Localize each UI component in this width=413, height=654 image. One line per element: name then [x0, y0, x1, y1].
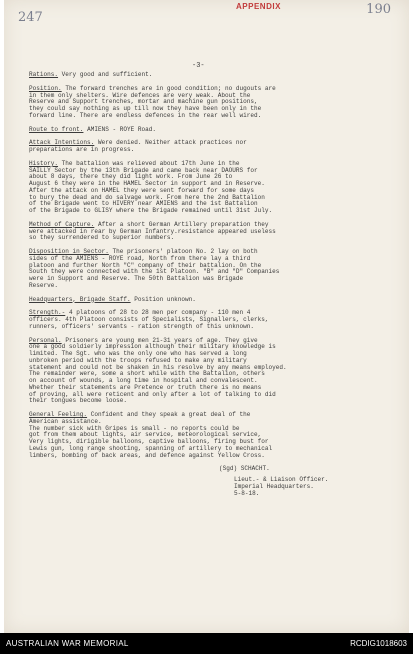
- section-text: After a short German Artillery preparation they: [97, 220, 269, 228]
- section-text: The forward trenches are in good condition; no dugouts are: [65, 84, 276, 92]
- section-text: After the attack on HAMEL they were sent forward for some days: [29, 186, 254, 194]
- section-text: South they were connected with the 1st Platoon. "B" and "D" Companies: [29, 268, 280, 276]
- section-text: of the Brigade to GLISY where the Brigade remained until 31st July.: [29, 207, 273, 214]
- section-text: limited. The Sgt. who was the only one who has served a long: [29, 350, 247, 357]
- section-text: Very lights, dirigible balloons, captive balloons, firing bust for: [29, 438, 269, 445]
- section-line: [29, 297, 399, 304]
- section-line: [29, 276, 399, 283]
- appendix-stamp: APPENDIX: [236, 2, 281, 11]
- report-section: [29, 127, 399, 134]
- section-line: [29, 147, 399, 154]
- signature-line: Imperial Headquarters.: [234, 482, 314, 490]
- section-text: got from them about lights, air service, meteorological service,: [29, 431, 262, 439]
- section-text: runners, officers' servants - ration strength of this unknown.: [29, 322, 254, 330]
- section-text: The remainder were, some a short while with the Battalion, others: [29, 370, 265, 378]
- section-heading: Position.: [29, 84, 62, 92]
- report-section: [29, 412, 399, 459]
- section-text: sides of the AMIENS - ROYE road, North from there lay a third: [29, 254, 251, 262]
- report-section: [29, 249, 399, 290]
- report-section: [29, 140, 399, 154]
- section-text: were attacked in rear by German Infantry.resistance appeared useless: [29, 227, 276, 235]
- section-text: their tongues become loose.: [29, 397, 127, 405]
- section-text: Were denied. Neither attack practices nor: [97, 139, 247, 147]
- section-text: Prisoners are young men 21-31 years of age. They give: [65, 336, 258, 344]
- typed-page-number: -3-: [192, 62, 205, 70]
- section-text: preparations are in progress.: [29, 146, 135, 153]
- section-text: they could say nothing as up till now they have been only in the: [29, 105, 262, 112]
- section-line: [29, 113, 399, 120]
- section-text: Very good and sufficient.: [61, 71, 153, 78]
- section-text: limbers, bombing of back areas, and defence against Yellow Cross.: [29, 451, 265, 459]
- section-line: [29, 235, 399, 242]
- section-text: Reserve and Support trenches, mortar and machine gun positions,: [29, 98, 258, 106]
- section-line: [29, 398, 399, 405]
- section-line: [29, 208, 399, 215]
- report-body: [29, 72, 399, 497]
- section-text: about 8 days, there they did light work. From June 26 to: [29, 173, 233, 181]
- section-text: August 6 they were in the HAMEL Sector in support and in Reserve.: [29, 180, 265, 187]
- section-text: of the Brigade went to HIVERY near AMIENS and the 1st Battalion: [29, 200, 258, 208]
- section-text: American assistance.: [29, 417, 102, 425]
- section-text: Confident and they speak a great deal of the: [90, 411, 251, 418]
- section-text: one a good soldierly impression although their military knowledge is: [29, 343, 276, 351]
- signature-name: (Sgd) SCHACHT.: [219, 465, 270, 473]
- section-text: officers. 4th Platoon consists of Specialists, Signallers, clerks,: [29, 316, 269, 323]
- handwritten-page-number-right: 190: [366, 2, 391, 17]
- section-heading: Rations.: [29, 71, 59, 78]
- section-text: AMIENS - ROYE Road.: [87, 125, 157, 133]
- section-heading: General Feeling.: [29, 411, 88, 418]
- section-text: on account of wounds, a long time in hospital and convalescent.: [29, 377, 258, 384]
- report-section: [29, 222, 399, 242]
- footer-source: AUSTRALIAN WAR MEMORIAL: [6, 639, 129, 648]
- section-heading: Personal.: [29, 336, 62, 344]
- signature-block: [29, 466, 399, 497]
- section-text: in them only shelters. Wire defences are very weak. About the: [29, 91, 251, 99]
- section-line: [29, 453, 399, 460]
- report-section: [29, 310, 399, 330]
- section-text: were in Support and Reserve. The 50th Battalion was Brigade: [29, 275, 244, 282]
- section-text: Reserve.: [29, 281, 59, 289]
- archive-footer: [0, 633, 413, 654]
- section-text: The battalion was relieved about 17th June in the: [61, 159, 240, 167]
- handwritten-page-number-left: 247: [18, 10, 43, 25]
- footer-record-id: RCDIG1018603: [350, 639, 407, 648]
- section-text: 4 platoons of 28 to 28 men per company - 110 men 4: [68, 309, 251, 317]
- section-text: unbroken period with the troops refused to make any military: [29, 356, 247, 364]
- report-section: [29, 161, 399, 215]
- section-text: SAILLY Sector by the 13th Brigade and came back near DAOURS for: [29, 166, 258, 174]
- report-section: [29, 72, 399, 79]
- section-text: statement and could not be shaken in his resolve by any means employed.: [29, 363, 287, 371]
- section-text: forward line. There are endless defences in the rear well wired.: [29, 111, 262, 119]
- report-section: [29, 86, 399, 120]
- section-text: to bury the dead and do salvage work. From here the 2nd Battalion: [29, 193, 265, 201]
- section-heading: Disposition in Sector.: [29, 248, 109, 255]
- section-text: Whether their statements are Pretence or truth there is no means: [29, 383, 262, 391]
- section-text: Lewis gun, long range shooting, spanning of artillery to mechanical: [29, 444, 273, 452]
- section-heading: History.: [29, 159, 59, 167]
- document-page: [4, 0, 409, 633]
- section-heading: Route to front.: [29, 125, 84, 133]
- section-heading: Attack Intentions.: [29, 139, 95, 147]
- section-line: [29, 283, 399, 290]
- section-heading: Method of Capture.: [29, 220, 95, 228]
- section-heading: Strength.-: [29, 309, 66, 317]
- signature-line: 5-8-18.: [234, 489, 260, 497]
- section-text: so they surrendered to superior numbers.: [29, 234, 175, 242]
- section-text: platoon and further North "C" company of their battalion. On the: [29, 261, 262, 269]
- report-section: [29, 297, 399, 304]
- section-text: The number sick with Gripes is small - no reports could be: [29, 424, 240, 432]
- signature-line: Lieut.- & Liaison Officer.: [234, 476, 329, 483]
- section-text: of proving, all were reticent and only after a lot of talking to did: [29, 390, 276, 398]
- section-text: The prisoners' platoon No. 2 lay on both: [112, 248, 258, 255]
- section-line: [29, 127, 399, 134]
- report-section: [29, 338, 399, 406]
- section-line: [29, 324, 399, 331]
- section-text: Position unknown.: [134, 295, 196, 303]
- section-heading: Headquarters, Brigade Staff.: [29, 295, 131, 303]
- section-line: [29, 72, 399, 79]
